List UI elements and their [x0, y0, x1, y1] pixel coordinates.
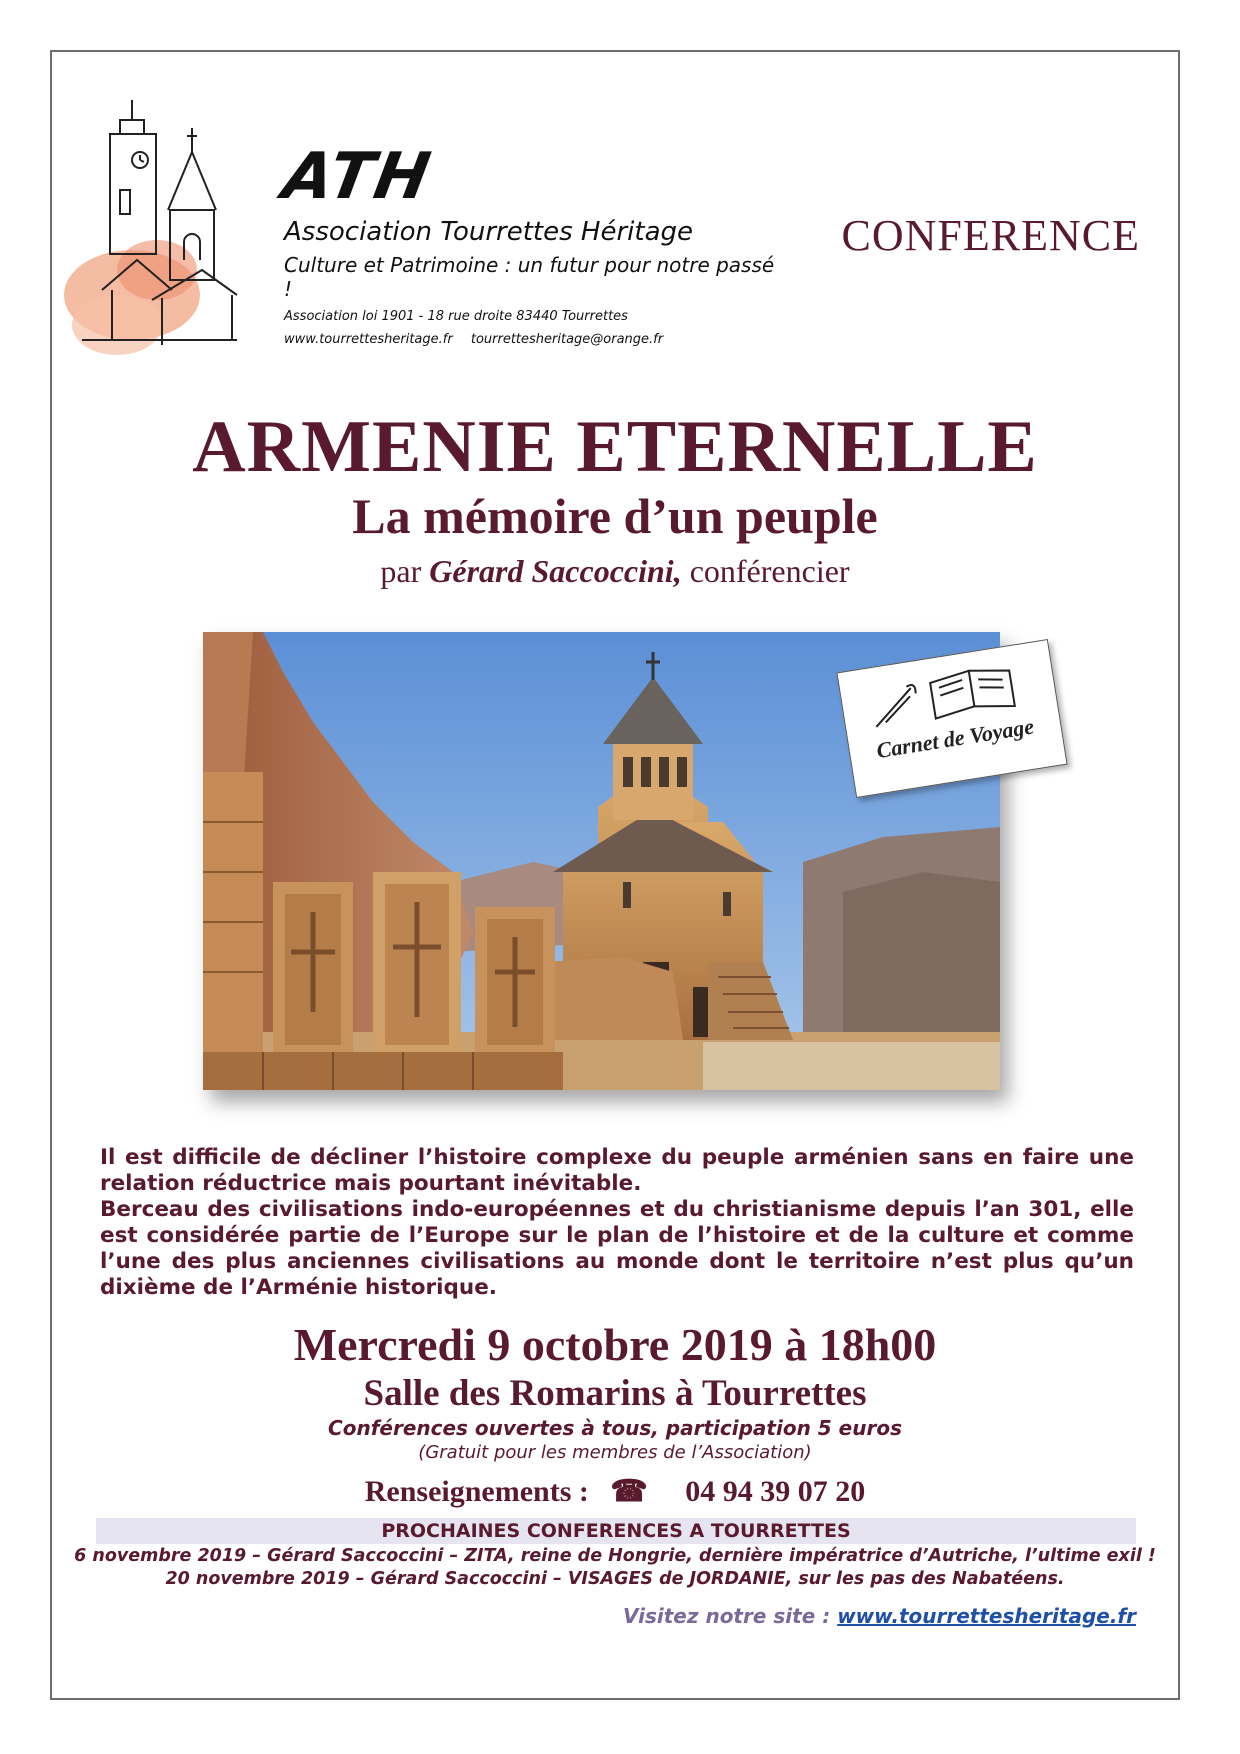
contact-phone[interactable]: 04 94 39 07 20	[685, 1475, 866, 1508]
page-subtitle: La mémoire d’un peuple	[352, 488, 878, 544]
speaker-role: conférencier	[689, 553, 850, 589]
speaker-prefix: par	[380, 553, 422, 589]
travel-journal-label: Carnet de Voyage	[874, 713, 1036, 764]
event-free-note: (Gratuit pour les membres de l’Association)	[418, 1442, 812, 1463]
association-address: Association loi 1901 - 18 rue droite 83440 Tourrettes	[284, 309, 628, 324]
association-header	[277, 140, 784, 347]
site-footer	[560, 1604, 1136, 1628]
description-paragraph: Il est difficile de décliner l’histoire complexe du peuple arménien sans en faire une relation réductrice mais pourtant inévitable.	[100, 1145, 1134, 1196]
page-title: ARMENIE ETERNELLE	[192, 406, 1038, 488]
upcoming-item: 20 novembre 2019 – Gérard Saccoccini – VISAGES de JORDANIE, sur les pas des Nabatéens.	[165, 1569, 1065, 1589]
event-type-label: CONFERENCE	[841, 211, 1140, 260]
event-venue: Salle des Romarins à Tourrettes	[363, 1373, 867, 1414]
phone-icon: ☎	[610, 1475, 648, 1508]
contact-line	[60, 1474, 1170, 1509]
event-participation-note: Conférences ouvertes à tous, participation 5 euros	[328, 1416, 902, 1440]
description-text	[100, 1145, 1134, 1301]
upcoming-item: 6 novembre 2019 – Gérard Saccoccini – ZITA, reine de Hongrie, dernière impératrice d’Autriche, l’ultime exil !	[74, 1546, 1156, 1566]
description-paragraph: Berceau des civilisations indo-européennes et du christianisme depuis l’an 301, elle est considérée partie de l’Europe sur le plan de l’histoire et de la culture et comme l’une des plus anciennes civilisations au monde dont le territoire n’est plus qu’un dixième de l’Arménie historique.	[100, 1197, 1134, 1300]
visit-label: Visitez notre site :	[622, 1604, 831, 1628]
event-date: Mercredi 9 octobre 2019 à 18h00	[293, 1319, 937, 1370]
association-name: Association Tourrettes Héritage	[284, 217, 694, 247]
contact-label: Renseignements :	[364, 1475, 589, 1508]
village-logo-icon	[62, 100, 272, 370]
upcoming-heading: PROCHAINES CONFERENCES A TOURRETTES	[96, 1518, 1136, 1544]
ath-acronym: ATH	[277, 140, 438, 214]
speaker-line	[60, 553, 1170, 590]
speaker-name: Gérard Saccoccini,	[429, 553, 682, 589]
header-website[interactable]: www.tourrettesheritage.fr	[284, 332, 453, 347]
header-email[interactable]: tourrettesheritage@orange.fr	[470, 332, 664, 347]
site-link[interactable]: www.tourrettesheritage.fr	[837, 1604, 1136, 1628]
association-contacts	[284, 332, 784, 347]
association-slogan: Culture et Patrimoine : un futur pour notre passé !	[284, 253, 775, 301]
